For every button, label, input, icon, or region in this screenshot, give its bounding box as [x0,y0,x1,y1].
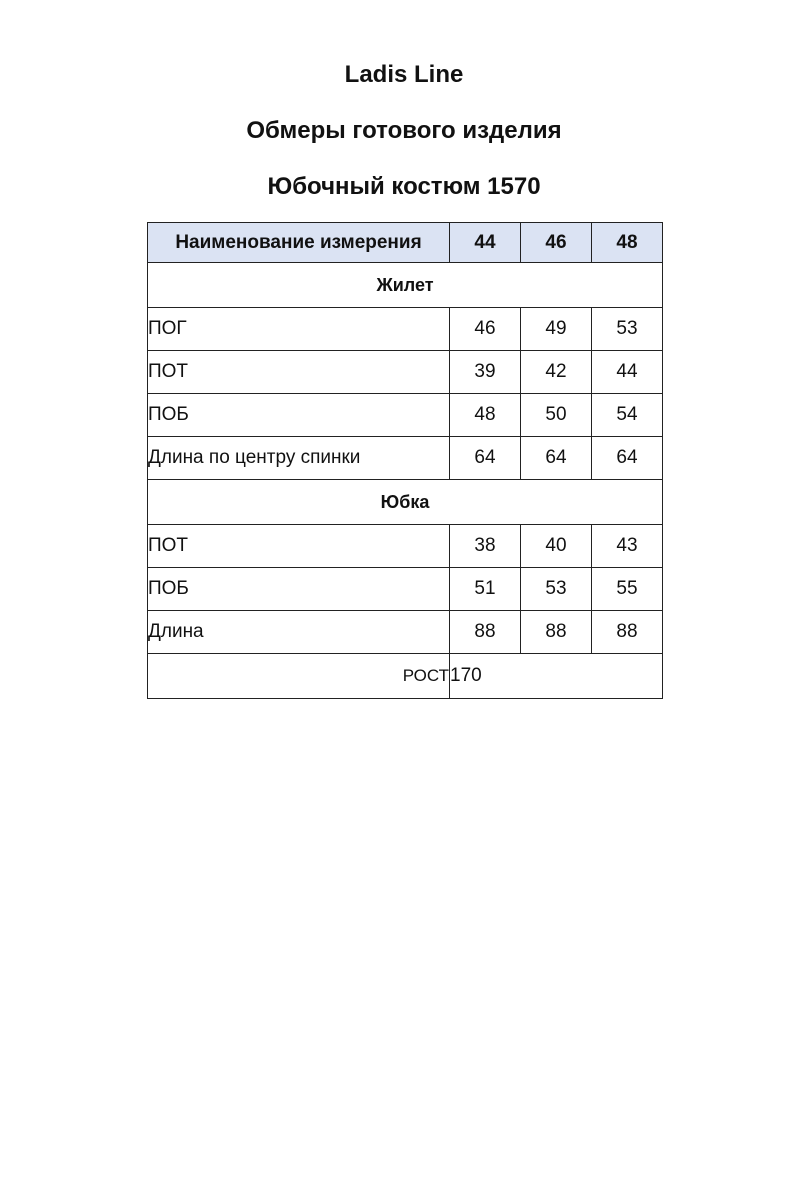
cell-value: 64 [521,437,592,480]
table-row [148,394,663,437]
cell-value: 88 [450,611,521,654]
cell-value: 88 [521,611,592,654]
section-row-vest [148,263,663,308]
measurements-table [147,222,663,699]
row-label: ПОБ [148,568,450,611]
cell-value: 38 [450,525,521,568]
cell-value: 39 [450,351,521,394]
table-row [148,437,663,480]
table-row [148,308,663,351]
cell-value: 53 [521,568,592,611]
table-row [148,568,663,611]
header-measurement-name: Наименование измерения [148,223,450,263]
table-row [148,351,663,394]
document-heading: Обмеры готового изделия [246,117,562,144]
cell-value: 40 [521,525,592,568]
height-value: 170 [450,654,663,699]
cell-value: 54 [592,394,663,437]
cell-value: 49 [521,308,592,351]
cell-value: 55 [592,568,663,611]
row-label: ПОТ [148,351,450,394]
cell-value: 44 [592,351,663,394]
product-title: Юбочный костюм 1570 [267,173,541,200]
section-title-skirt: Юбка [148,480,663,525]
table-row [148,525,663,568]
section-title-vest: Жилет [148,263,663,308]
cell-value: 43 [592,525,663,568]
table-header-row [148,223,663,263]
cell-value: 48 [450,394,521,437]
header-size-44: 44 [450,223,521,263]
header-size-46: 46 [521,223,592,263]
cell-value: 42 [521,351,592,394]
cell-value: 50 [521,394,592,437]
row-label: ПОГ [148,308,450,351]
cell-value: 51 [450,568,521,611]
height-label: РОСТ [148,654,450,699]
cell-value: 64 [592,437,663,480]
section-row-skirt [148,480,663,525]
cell-value: 64 [450,437,521,480]
brand-title: Ladis Line [344,61,464,88]
height-row [148,654,663,699]
row-label: ПОТ [148,525,450,568]
cell-value: 53 [592,308,663,351]
row-label: ПОБ [148,394,450,437]
row-label: Длина [148,611,450,654]
header-size-48: 48 [592,223,663,263]
cell-value: 88 [592,611,663,654]
table-row [148,611,663,654]
row-label: Длина по центру спинки [148,437,450,480]
cell-value: 46 [450,308,521,351]
